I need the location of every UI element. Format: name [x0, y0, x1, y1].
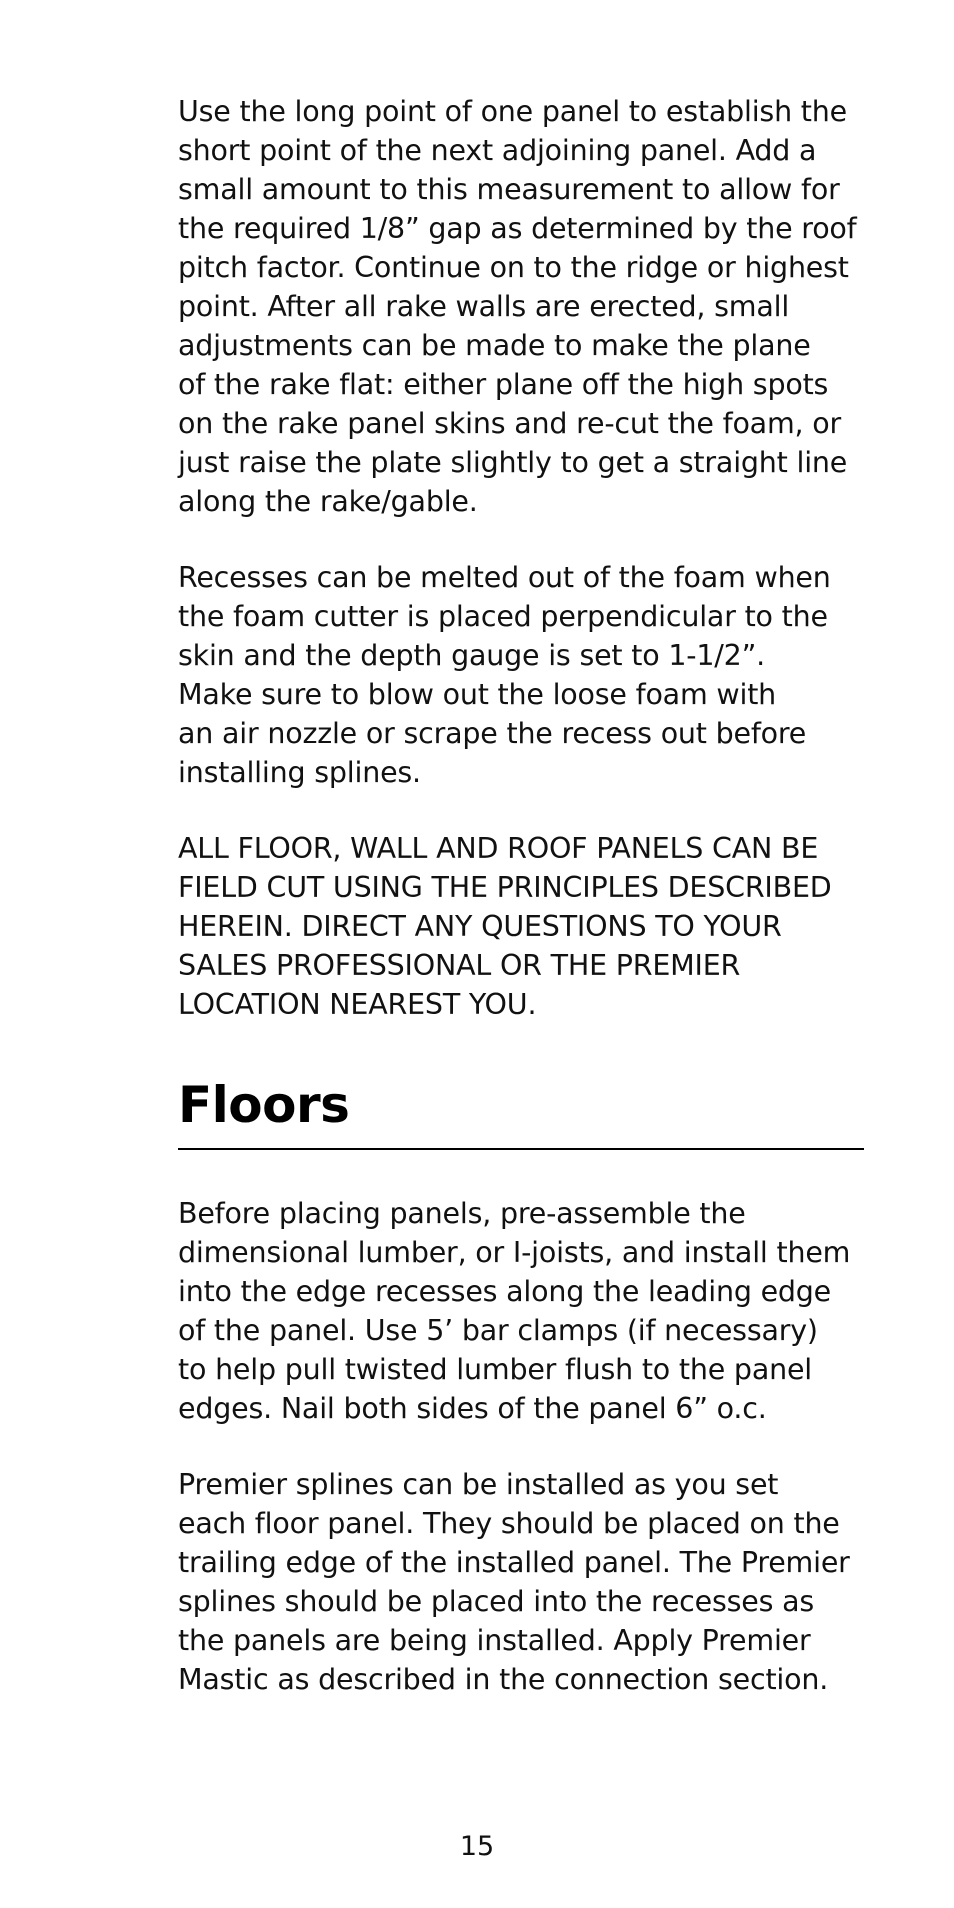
- text-line: Recesses can be melted out of the foam when: [178, 561, 831, 594]
- section-divider: [178, 1148, 864, 1150]
- text-line: the foam cutter is placed perpendicular to the: [178, 600, 828, 633]
- text-line: pitch factor. Continue on to the ridge or highest: [178, 251, 849, 284]
- text-line: FIELD CUT USING THE PRINCIPLES DESCRIBED: [178, 871, 832, 904]
- text-line: Make sure to blow out the loose foam with: [178, 678, 777, 711]
- section-title-floors: Floors: [178, 1076, 350, 1134]
- text-line: edges. Nail both sides of the panel 6” o.c.: [178, 1392, 767, 1425]
- text-line: to help pull twisted lumber flush to the panel: [178, 1353, 812, 1386]
- text-line: the required 1/8” gap as determined by the roof: [178, 212, 857, 245]
- text-line: HEREIN. DIRECT ANY QUESTIONS TO YOUR: [178, 910, 782, 943]
- text-line: ALL FLOOR, WALL AND ROOF PANELS CAN BE: [178, 832, 819, 865]
- intro-paragraph-3-notice: [178, 829, 868, 1024]
- text-line: into the edge recesses along the leading edge: [178, 1275, 832, 1308]
- text-line: point. After all rake walls are erected, small: [178, 290, 790, 323]
- text-line: an air nozzle or scrape the recess out before: [178, 717, 807, 750]
- text-line: adjustments can be made to make the plane: [178, 329, 811, 362]
- text-line: dimensional lumber, or I-joists, and install them: [178, 1236, 851, 1269]
- text-line: Premier splines can be installed as you set: [178, 1468, 779, 1501]
- text-line: the panels are being installed. Apply Premier: [178, 1624, 811, 1657]
- text-line: trailing edge of the installed panel. The Premier: [178, 1546, 850, 1579]
- text-line: short point of the next adjoining panel. Add a: [178, 134, 817, 167]
- text-line: of the panel. Use 5’ bar clamps (if necessary): [178, 1314, 818, 1347]
- text-line: SALES PROFESSIONAL OR THE PREMIER: [178, 949, 741, 982]
- text-line: just raise the plate slightly to get a straight line: [178, 446, 848, 479]
- text-line: Mastic as described in the connection section.: [178, 1663, 829, 1696]
- text-line: installing splines.: [178, 756, 421, 789]
- document-page: [178, 92, 868, 1736]
- text-line: skin and the depth gauge is set to 1-1/2”.: [178, 639, 766, 672]
- text-line: each floor panel. They should be placed on the: [178, 1507, 840, 1540]
- intro-paragraph-1: [178, 92, 868, 521]
- text-line: along the rake/gable.: [178, 485, 478, 518]
- floors-paragraph-2: [178, 1465, 868, 1699]
- text-line: LOCATION NEAREST YOU.: [178, 988, 537, 1021]
- text-line: splines should be placed into the recesses as: [178, 1585, 815, 1618]
- text-line: Use the long point of one panel to establish the: [178, 95, 847, 128]
- floors-paragraph-1: [178, 1194, 868, 1428]
- page-number: 15: [459, 1831, 495, 1862]
- intro-paragraph-2: [178, 558, 868, 792]
- text-line: on the rake panel skins and re-cut the foam, or: [178, 407, 841, 440]
- text-line: Before placing panels, pre-assemble the: [178, 1197, 746, 1230]
- text-line: small amount to this measurement to allow for: [178, 173, 840, 206]
- text-line: of the rake flat: either plane off the high spots: [178, 368, 829, 401]
